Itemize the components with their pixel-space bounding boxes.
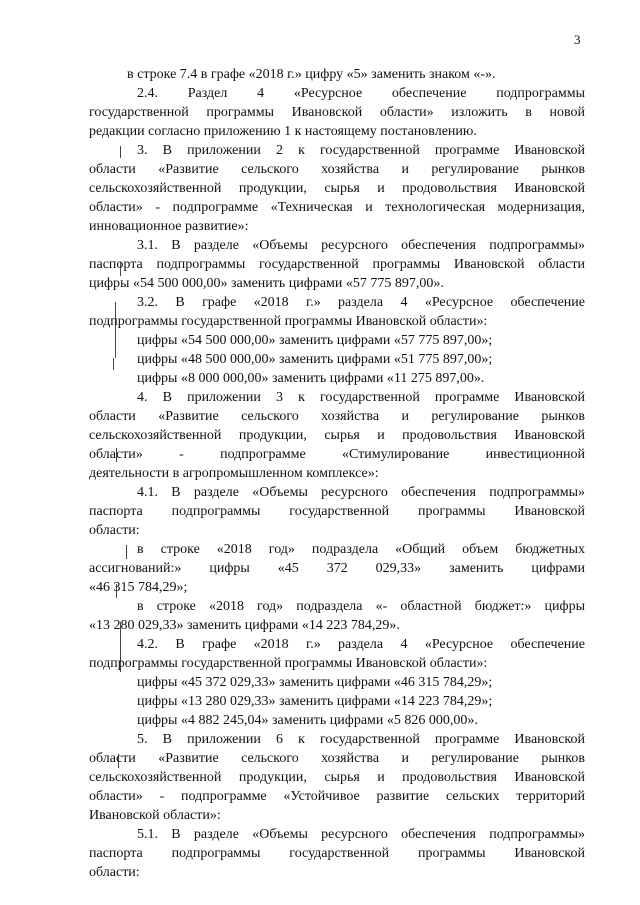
text-line: области» - подпрограмме «Стимулирование инвестиционной <box>89 447 585 462</box>
text-line: паспорта подпрограммы государственной программы Ивановской области <box>89 257 585 272</box>
text-line: редакции согласно приложению 1 к настоящему постановлению. <box>89 124 477 139</box>
text-line: подпрограммы государственной программы Ивановской области»: <box>89 314 488 329</box>
text-line: паспорта подпрограммы государственной программы Ивановской <box>89 846 585 861</box>
text-line: 2.4. Раздел 4 «Ресурсное обеспечение подпрограммы <box>137 86 585 101</box>
text-line: цифры «54 500 000,00» заменить цифрами «57 775 897,00»; <box>137 333 493 348</box>
document-body <box>89 65 585 882</box>
text-line: цифры «13 280 029,33» заменить цифрами «14 223 784,29»; <box>137 694 493 709</box>
text-line: в строке 7.4 в графе «2018 г.» цифру «5» заменить знаком «-». <box>127 67 496 82</box>
text-line: подпрограммы государственной программы Ивановской области»: <box>89 656 488 671</box>
text-line: Ивановской области»: <box>89 808 221 823</box>
text-line: 5. В приложении 6 к государственной программе Ивановской <box>137 732 585 747</box>
text-line: цифры «4 882 245,04» заменить цифрами «5 826 000,00». <box>137 713 478 728</box>
text-line: ассигнований:» цифры «45 372 029,33» заменить цифрами <box>89 561 585 576</box>
text-line: сельскохозяйственной продукции, сырья и продовольствия Ивановской <box>89 428 585 443</box>
text-line: 5.1. В разделе «Объемы ресурсного обеспечения подпрограммы» <box>137 827 585 842</box>
text-line: 3.2. В графе «2018 г.» раздела 4 «Ресурсное обеспечение <box>137 295 585 310</box>
text-line: паспорта подпрограммы государственной программы Ивановской <box>89 504 585 519</box>
text-line: сельскохозяйственной продукции, сырья и продовольствия Ивановской <box>89 770 585 785</box>
text-line: 4.2. В графе «2018 г.» раздела 4 «Ресурсное обеспечение <box>137 637 585 652</box>
text-line: цифры «54 500 000,00» заменить цифрами «57 775 897,00». <box>89 276 444 291</box>
text-line: 4.1. В разделе «Объемы ресурсного обеспечения подпрограммы» <box>137 485 585 500</box>
text-line: деятельности в агропромышленном комплексе»: <box>89 466 379 481</box>
text-line: «13 280 029,33» заменить цифрами «14 223 784,29». <box>89 618 400 633</box>
text-line: 3.1. В разделе «Объемы ресурсного обеспечения подпрограммы» <box>137 238 585 253</box>
page-number: 3 <box>574 32 581 47</box>
text-line: сельскохозяйственной продукции, сырья и продовольствия Ивановской <box>89 181 585 196</box>
text-line: в строке «2018 год» подраздела «Общий объем бюджетных <box>137 542 585 557</box>
text-line: инновационное развитие»: <box>89 219 249 234</box>
text-line: цифры «48 500 000,00» заменить цифрами «51 775 897,00»; <box>137 352 493 367</box>
text-line: цифры «45 372 029,33» заменить цифрами «46 315 784,29»; <box>137 675 493 690</box>
text-line: области: <box>89 523 140 538</box>
text-line: 3. В приложении 2 к государственной программе Ивановской <box>137 143 585 158</box>
text-line: области «Развитие сельского хозяйства и регулирование рынков <box>89 409 585 424</box>
text-line: области «Развитие сельского хозяйства и регулирование рынков <box>89 751 585 766</box>
text-line: области» - подпрограмме «Устойчивое развитие сельских территорий <box>89 789 585 804</box>
text-line: в строке «2018 год» подраздела «- областной бюджет:» цифры <box>137 599 585 614</box>
text-line: государственной программы Ивановской области» изложить в новой <box>89 105 585 120</box>
text-line: области «Развитие сельского хозяйства и регулирование рынков <box>89 162 585 177</box>
text-line: области: <box>89 865 140 880</box>
text-line: «46 315 784,29»; <box>89 580 188 595</box>
text-line: области» - подпрограмме «Техническая и технологическая модернизация, <box>89 200 585 215</box>
text-line: 4. В приложении 3 к государственной программе Ивановской <box>137 390 585 405</box>
text-line: цифры «8 000 000,00» заменить цифрами «11 275 897,00». <box>137 371 485 386</box>
